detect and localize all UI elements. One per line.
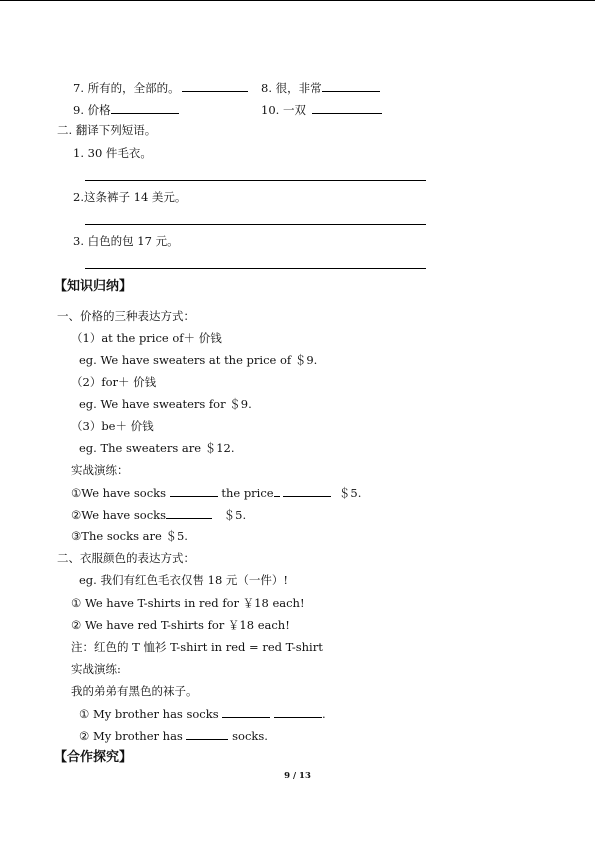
price-expressions-title: 一、价格的三种表达方式：	[57, 309, 195, 323]
color-sentence-1: ① We have T-shirts in red for ￥18 each!	[71, 596, 305, 610]
color-sentence-2: ② We have red T-shirts for ￥18 each!	[71, 618, 290, 632]
answer-blank[interactable]	[283, 485, 331, 497]
color-example: eg. 我们有红色毛衣仅售 18 元（一件）!	[79, 573, 289, 587]
brother-sentence-cn: 我的弟弟有黑色的袜子。	[71, 684, 198, 698]
color-note: 注：红色的 T 恤衫 T-shirt in red = red T-shirt	[71, 640, 323, 654]
practice-label: 实战演练：	[71, 463, 129, 477]
answer-blank[interactable]	[312, 102, 382, 114]
answer-blank[interactable]	[274, 706, 322, 718]
translate-item-3: 3. 白色的包 17 元。	[73, 234, 179, 248]
translate-item-1: 1. 30 件毛衣。	[73, 146, 152, 160]
exercise-2-start: ②We have socks	[71, 508, 167, 522]
price-form-3: （3）be＋ 价钱	[71, 419, 154, 433]
vocab-item-10	[261, 102, 382, 117]
vocab-item-8	[261, 80, 380, 95]
exercise-1-start: ①We have socks	[71, 486, 167, 500]
exercise-1-end: ＄5.	[338, 486, 362, 500]
price-form-2: （2）for＋ 价钱	[71, 375, 157, 389]
answer-blank[interactable]	[186, 728, 228, 740]
page-number: 9 / 13	[284, 771, 311, 781]
answer-blank[interactable]	[222, 706, 270, 718]
translate-item-2: 2.这条裤子 14 美元。	[73, 190, 187, 204]
exercise-3: ③The socks are ＄5.	[71, 529, 188, 543]
price-form-1-example: eg. We have sweaters at the price of ＄9.	[79, 353, 318, 367]
vocab-item-9	[73, 102, 179, 117]
answer-blank[interactable]	[274, 485, 280, 497]
vocab-item-8-text: 8. 很，非常	[261, 81, 322, 95]
vocab-item-7	[73, 80, 248, 95]
cooperation-heading: 【合作探究】	[54, 750, 133, 765]
practice-label-2: 实战演练:	[71, 662, 121, 676]
top-border	[0, 0, 595, 1]
knowledge-heading: 【知识归纳】	[54, 279, 133, 294]
brother-exercise-2	[79, 728, 268, 743]
brother-exercise-1: ① My brother has socks .	[79, 707, 326, 721]
vocab-item-9-text: 9. 价格	[73, 103, 111, 117]
answer-line-2[interactable]	[85, 224, 426, 225]
answer-line-1[interactable]	[85, 180, 426, 181]
price-form-2-example: eg. We have sweaters for ＄9.	[79, 397, 252, 411]
brother-exercise-1-start: ① My brother has socks	[79, 707, 219, 721]
vocab-item-7-text: 7. 所有的，全部的。	[73, 81, 180, 95]
vocab-item-10-text: 10. 一双	[261, 103, 306, 117]
brother-exercise-2-end: socks.	[232, 729, 268, 743]
exercise-1	[71, 485, 361, 500]
price-form-3-example: eg. The sweaters are ＄12.	[79, 441, 235, 455]
answer-blank[interactable]	[166, 507, 212, 519]
price-form-1: （1）at the price of＋ 价钱	[71, 331, 222, 345]
section-2-title: 二. 翻译下列短语。	[57, 123, 157, 137]
color-expressions-title: 二、衣服颜色的表达方式：	[57, 551, 195, 565]
exercise-2-end: ＄5.	[223, 508, 247, 522]
answer-blank[interactable]	[170, 485, 218, 497]
brother-exercise-2-start: ② My brother has	[79, 729, 183, 743]
answer-line-3[interactable]	[85, 268, 426, 269]
answer-blank[interactable]	[182, 80, 248, 92]
exercise-1-middle: the price	[221, 486, 274, 500]
exercise-2	[71, 507, 246, 522]
answer-blank[interactable]	[322, 80, 380, 92]
answer-blank[interactable]	[111, 102, 179, 114]
